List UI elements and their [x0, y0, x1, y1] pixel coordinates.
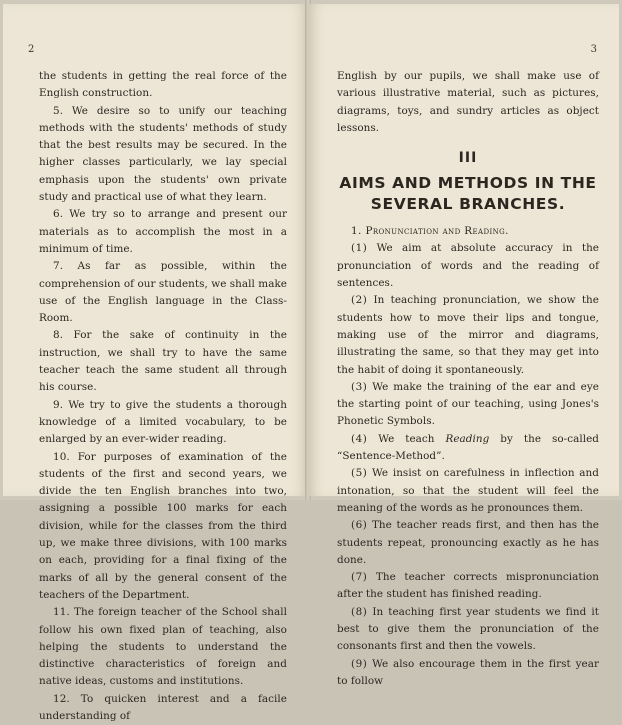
paragraph: 8. For the sake of continuity in the instruction, we shall try to have the same teacher teach the same student all through his course.: [39, 329, 287, 394]
item-number: (3): [351, 380, 368, 393]
item-number: (2): [351, 294, 368, 307]
item-text: The teacher corrects mispronunciation after the student has finished reading.: [337, 571, 600, 601]
right-page-number: 3: [590, 44, 597, 55]
paragraph: 6. We try so to arrange and present our materials as to accomplish the most in a minimum of time.: [39, 208, 287, 255]
list-item: [337, 292, 599, 378]
chapter-title: [337, 173, 599, 215]
item-text: We teach: [378, 432, 435, 445]
item-text: We insist on carefulness in inflection and intonation, so that the student will feel the meaning of the words as he pronounces them.: [337, 467, 599, 514]
item-text: by the so-called “Sentence-Method”.: [337, 432, 599, 463]
item-number: (1): [351, 242, 368, 255]
item-text: We also encourage them in the first year to follow: [337, 657, 599, 687]
list-item: [337, 656, 599, 691]
chapter-title-line: SEVERAL BRANCHES.: [370, 195, 566, 214]
paragraph: 7. As far as possible, within the comprehension of our students, we shall make use of the English language in the Class-Room.: [39, 260, 287, 325]
list-item: [337, 569, 599, 604]
paragraph: 9. We try to give the students a thorough knowledge of a limited vocabulary, to be enlarged by an ever-wider reading.: [39, 398, 287, 446]
paragraph: 10. For purposes of examination of the students of the first and second years, we divide the ten English branches into two, assigning a possible 100 marks for each division, while for the classes from the third up, we make three divisions, with 100 marks on each, providing for a final fixing of the marks of all by the general consent of the teachers of the Department.: [39, 450, 287, 601]
item-emphasis: Reading: [445, 432, 490, 445]
paragraph: 5. We desire so to unify our teaching methods with the students' methods of study that the best results may be secured. In the higher classes particularly, we lay special emphasis upon the students' own private study and practical use of what they learn.: [39, 104, 287, 204]
chapter-title-line: AIMS AND METHODS IN THE: [339, 174, 597, 193]
list-item: [337, 465, 599, 517]
list-item: [337, 379, 599, 431]
paragraph: 12. To quicken interest and a facile understanding of: [39, 692, 287, 722]
item-text: The teacher reads first, and then has the students repeat, pronouncing exactly as he has done.: [337, 519, 600, 566]
item-number: (8): [351, 605, 368, 618]
paragraph: the students in getting the real force of the English construction.: [39, 70, 287, 100]
chapter-number: III: [458, 150, 478, 167]
right-page-text: [337, 68, 599, 690]
item-number: (4): [351, 432, 368, 445]
left-page-text: [39, 68, 287, 725]
item-text: We make the training of the ear and eye the starting point of our teaching, using Jones's Phonetic Symbols.: [337, 380, 599, 428]
item-text: In teaching pronunciation, we show the students how to move their lips and tongue, making use of the mirror and diagrams, illustrating the same, so that they may get into the habit of doing it spontaneously.: [337, 294, 599, 376]
item-number: (9): [351, 657, 368, 670]
opening-paragraph: English by our pupils, we shall make use of various illustrative material, such as pictures, diagrams, toys, and sundry articles as object lessons.: [337, 70, 599, 134]
list-item: [337, 240, 599, 292]
item-number: (7): [351, 571, 368, 584]
list-item: [337, 604, 599, 656]
list-item: [337, 517, 599, 569]
left-page: [3, 4, 307, 722]
section-heading: 1. Pronunciation and Reading.: [351, 225, 509, 238]
list-item: [337, 431, 599, 466]
item-text: We aim at absolute accuracy in the pronunciation of words and the reading of sentences.: [337, 242, 600, 290]
item-text: In teaching first year students we find it best to give them the pronunciation of the consonants first and then the vowels.: [337, 605, 600, 653]
paragraph: 11. The foreign teacher of the School shall follow his own fixed plan of teaching, also helping the students to understand the distinctive characteristics of foreign and native ideas, customs and institutions.: [39, 606, 287, 688]
left-page-number: 2: [28, 44, 35, 55]
right-page: [309, 4, 619, 687]
item-number: (6): [351, 519, 368, 532]
item-number: (5): [351, 467, 368, 480]
